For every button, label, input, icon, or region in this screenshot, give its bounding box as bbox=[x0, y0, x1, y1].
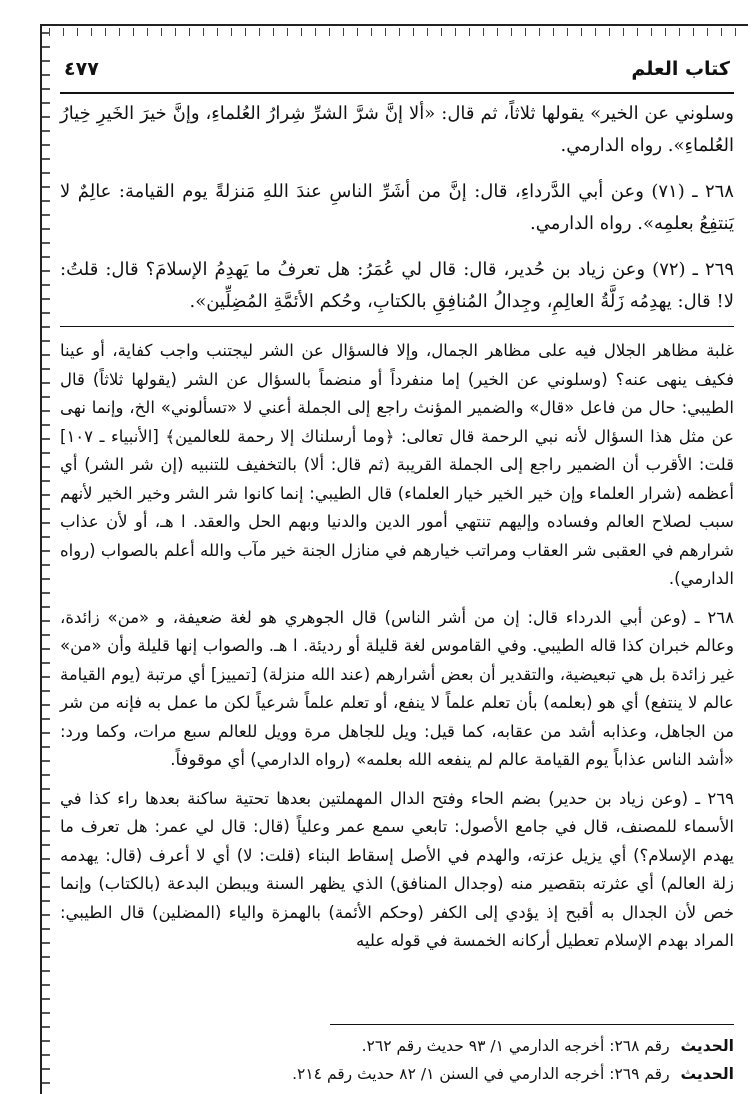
hadith-paragraph: ٢٦٩ ـ (٧٢) وعن زياد بن حُدير، قال: قال لي عُمَرُ: هل تعرفُ ما يَهدِمُ الإسلامَ؟ قال: قلتُ: لا! قال: يهدِمُه زَلَّةُ العالِمِ، وجِدالُ المُنافِقِ بالكتابِ، وحُكم الأئمَّةِ المُضِلِّين». bbox=[60, 259, 734, 312]
footnote-label: الحديث bbox=[680, 1037, 734, 1055]
footnote-rule bbox=[330, 1024, 734, 1025]
hadith-paragraph: وسلوني عن الخير» يقولها ثلاثاً، ثم قال: «ألا إنَّ شرَّ الشرِّ شِرارُ العُلماءِ، وإنَّ خيرَ الخَيرِ خِيارُ العُلماءِ». رواه الدارمي. bbox=[60, 103, 734, 156]
page-number: ٤٧٧ bbox=[64, 58, 99, 80]
ornamental-border-left bbox=[40, 26, 50, 1094]
commentary-paragraph: ٢٦٨ ـ (وعن أبي الدرداء قال: إن من أشر الناس) قال الجوهري هو لغة ضعيفة، و «من» زائدة، وعالم خبران كذا قاله الطيبي. وفي القاموس لغة قليلة أو رديئة. ا هـ. والصواب إنها قليلة وأن «من» غير زائدة بل هي تبعيضية، والتقدير أن بعض أشرارهم (عند الله منزلة) [تمييز] أي مرتبة (يوم القيامة عالم لا ينتفع) أي هو (بعلمه) بأن تعلم علماً لا ينفع، أو تعلم علماً شرعياً لكن ما عمل به فإنه من شر من الجاهل، وعذابه أشد من عقابه، كما قيل: ويل للجاهل مرة وويل للعالم سبع مرات، وكما ورد: «أشد الناس عذاباً يوم القيامة عالم لم ينفعه الله بعلمه» (رواه الدارمي) أي موقوفاً. bbox=[60, 607, 734, 769]
commentary-paragraph: غلبة مظاهر الجلال فيه على مظاهر الجمال، وإلا فالسؤال عن الشر ليجتنب واجب كفاية، أو عينا فكيف ينهى عنه؟ (وسلوني عن الخير) إما منفرداً أو منضماً بالسؤال عن الشر (يقولها ثلاثاً) قال الطيبي: حال من فاعل «قال» والضمير المؤنث راجع إلى الجملة أعني لا «تسألوني» الخ، وإنما نهى عن مثل هذا السؤال لأنه نبي الرحمة قال تعالى: ﴿وما أرسلناك إلا رحمة للعالمين﴾ [الأنبياء ـ ١٠٧] قلت: الأقرب أن الضمير راجع إلى الجملة القريبة (ثم قال: ألا) بالتخفيف للتنبيه (إن شر الشر) أي أعظمه (شرار العلماء وإن خير الخير خيار العلماء) قال الطيبي: إنما كانوا شر الشر وخير الخير لأنهم سبب لصلاح العالم وفساده وإليهم تنتهي أمور الدين والدنيا وبهم الحل والعقد. ا هـ، أو لأن عذاب شرارهم في العقبى شر العقاب ومراتب خيارهم في منازل الجنة خير مآب والله أعلم بالصواب (رواه الدارمي). bbox=[60, 341, 734, 588]
hadith-paragraph: ٢٦٨ ـ (٧١) وعن أبي الدَّرداءِ، قال: إنَّ من أشَرِّ الناسِ عندَ اللهِ مَنزلةً يوم القيامة: عالِمٌ لا يَنتفِعُ بعلمِه». رواه الدارمي. bbox=[60, 181, 734, 234]
ornamental-border-top bbox=[40, 24, 748, 44]
footnote bbox=[60, 1060, 734, 1088]
commentary-paragraph: ٢٦٩ ـ (وعن زياد بن حدير) بضم الحاء وفتح الدال المهملتين بعدها تحتية ساكنة بعدها راء كذا في الأسماء للمصنف، قال في جامع الأصول: تابعي سمع عمر وعلياً (قال: قال لي عمر: هل تعرف ما يهدم الإسلام؟) أي يزيل عزته، والهدم في الأصل إسقاط البناء (قلت: لا) أي لا أعرف (قال: يهدمه زلة العالم) أي عثرته بتقصير منه (وجدال المنافق) الذي يظهر السنة ويبطن البدعة (بالكتاب) وإنما خص لأن الجدال به أقبح إذ يؤدي إلى الكفر (وحكم الأئمة) بالهمزة والياء (المضلين) قال الطيبي: المراد بهدم الإسلام تعطيل أركانه الخمسة في قوله عليه bbox=[60, 788, 734, 950]
commentary-section bbox=[60, 337, 734, 956]
footnote bbox=[60, 1032, 734, 1060]
footnote-text: رقم ٢٦٩: أخرجه الدارمي في السنن ١/ ٨٢ حديث رقم ٢١٤. bbox=[292, 1065, 670, 1083]
running-title: كتاب العلم bbox=[631, 58, 730, 80]
footnote-label: الحديث bbox=[680, 1065, 734, 1083]
section-divider bbox=[60, 326, 734, 327]
page-header bbox=[60, 56, 734, 94]
hadith-section bbox=[60, 98, 734, 318]
main-content bbox=[60, 98, 734, 966]
footnotes bbox=[60, 1032, 734, 1088]
footnote-text: رقم ٢٦٨: أخرجه الدارمي ١/ ٩٣ حديث رقم ٢٦٢. bbox=[361, 1037, 670, 1055]
